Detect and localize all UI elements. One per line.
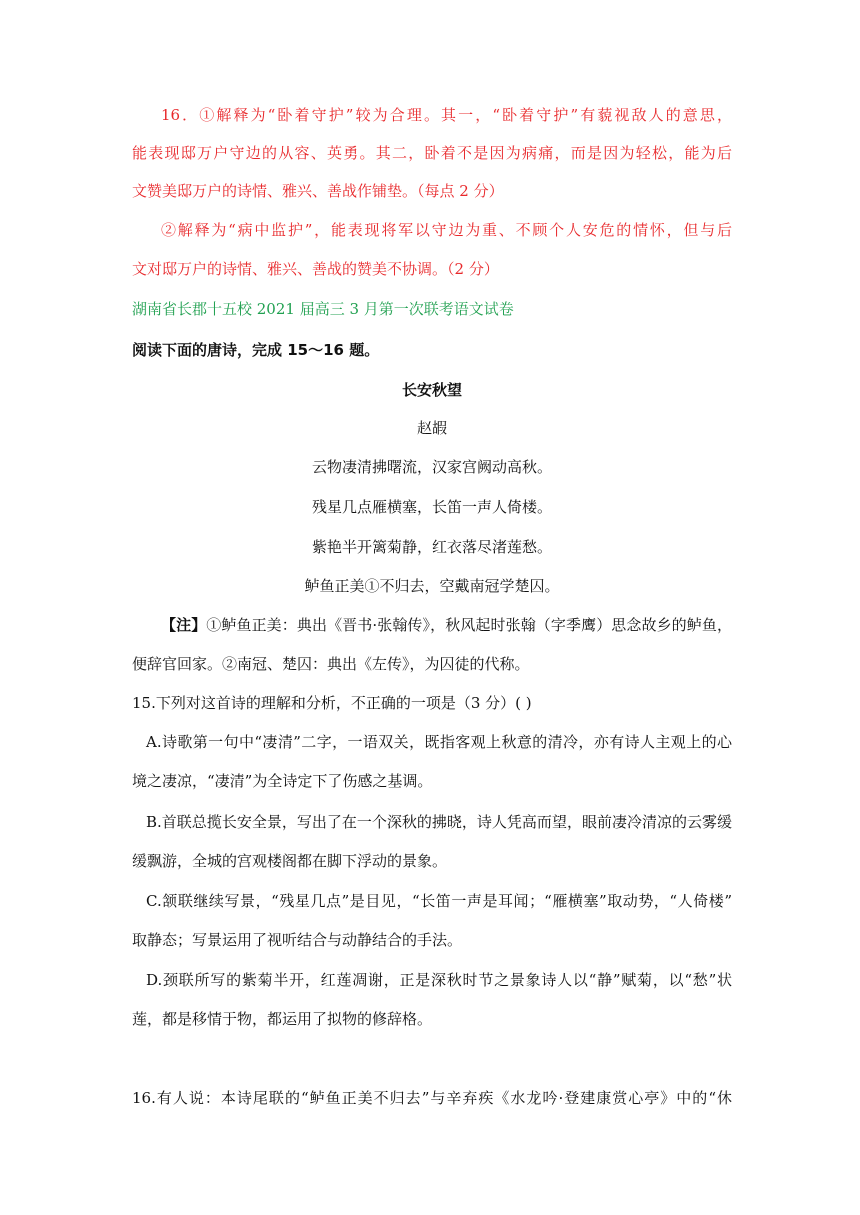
poem-line: 残星几点雁横塞，长笛一声人倚楼。 (311, 498, 552, 516)
q16-stem: 16.有人说：本诗尾联的“鲈鱼正美不归去”与辛弃疾《水龙吟·登建康赏心亭》中的“休 (132, 1089, 732, 1107)
poem-author: 赵嘏 (416, 419, 447, 437)
q15-option-b-line2: 缓飘游，全城的宫观楼阁都在脚下浮动的景象。 (132, 852, 448, 870)
poem-line: 紫艳半开篱菊静，红衣落尽渚莲愁。 (311, 538, 552, 556)
q15-option-a-line2: 境之凄凉，“凄清”为全诗定下了伤感之基调。 (132, 772, 433, 790)
poem-title: 长安秋望 (401, 381, 462, 399)
note-label: 【注】 (161, 616, 207, 634)
q15-option-c-line2: 取静态；写景运用了视听结合与动静结合的手法。 (132, 931, 463, 949)
q15-option-b-line1: B.首联总揽长安全景，写出了在一个深秋的拂晓，诗人凭高而望，眼前凄冷清凉的云雾缓 (146, 813, 732, 831)
note-text: ①鲈鱼正美：典出《晋书·张翰传》，秋风起时张翰（字季鹰）思念故乡的鲈鱼， (206, 616, 732, 634)
source-title: 湖南省长郡十五校 2021 届高三 3 月第一次联考语文试卷 (132, 300, 514, 318)
note-line1 (161, 615, 732, 635)
instruction: 阅读下面的唐诗，完成 15～16 题。 (132, 341, 380, 359)
q15-stem: 15.下列对这首诗的理解和分析，不正确的一项是（3 分）( ) (132, 694, 532, 712)
poem-line: 鲈鱼正美①不归去，空戴南冠学楚囚。 (304, 577, 560, 595)
q15-option-d-line2: 莲，都是移情于物，都运用了拟物的修辞格。 (132, 1010, 433, 1028)
answer16-line2: 能表现邸万户守边的从容、英勇。其二，卧着不是因为病痛，而是因为轻松，能为后 (132, 144, 732, 162)
q15-option-a-line1: A.诗歌第一句中“凄清”二字，一语双关，既指客观上秋意的清冷，亦有诗人主观上的心 (146, 733, 732, 751)
note-line2: 便辞官回家。②南冠、楚囚：典出《左传》，为囚徒的代称。 (132, 655, 530, 673)
answer16-line3: 文赞美邸万户的诗情、雅兴、善战作铺垫。（每点 2 分） (132, 182, 504, 200)
q15-option-c-line1: C.颔联继续写景，“残星几点”是目见，“长笛一声是耳闻；“雁横塞”取动势，“人倚楼” (146, 892, 732, 910)
q15-option-d-line1: D.颈联所写的紫菊半开，红莲凋谢，正是深秋时节之景象诗人以“静”赋菊，以“愁”状 (146, 971, 732, 989)
answer16-line4: ②解释为“病中监护”，能表现将军以守边为重、不顾个人安危的情怀，但与后 (161, 221, 732, 239)
answer16-line5: 文对邸万户的诗情、雅兴、善战的赞美不协调。（2 分） (132, 260, 499, 278)
poem-line: 云物凄清拂曙流，汉家宫阙动高秋。 (311, 458, 552, 476)
answer16-line1: 16．①解释为“卧着守护”较为合理。其一，“卧着守护”有藐视敌人的意思， (161, 106, 732, 124)
